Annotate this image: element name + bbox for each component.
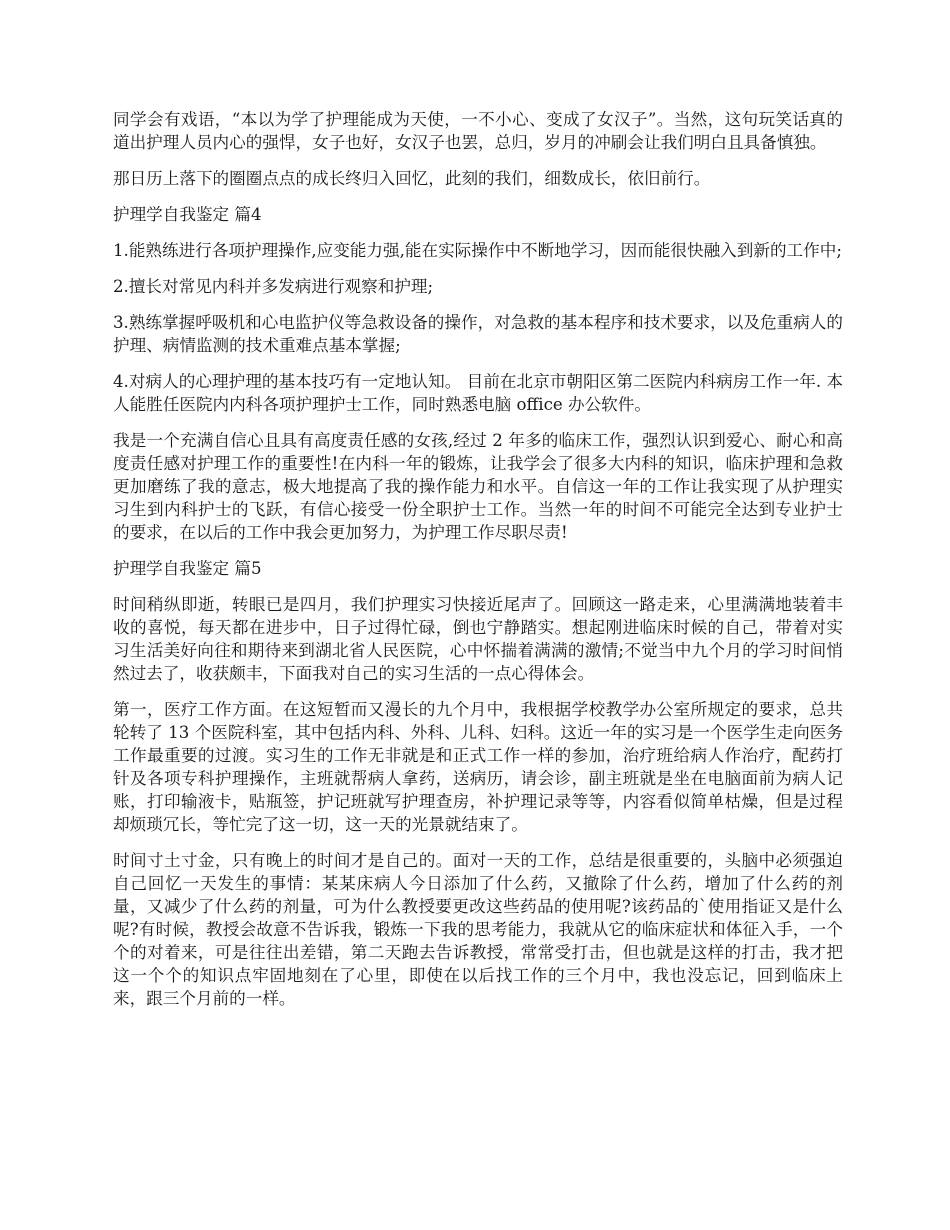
paragraph-self-description: 我是一个充满自信心且具有高度责任感的女孩,经过 2 年多的临床工作，强烈认识到爱心、耐心和高度责任感对护理工作的重要性!在内科一年的锻炼，让我学会了很多大内科的知识，临床护理和急救更加磨练了我的意志，极大地提高了我的操作能力和水平。自信这一年的工作让我实现了从护理实习生到内科护士的飞跃，有信心接受一份全职护士工作。当然一年的时间不可能完全达到专业护士的要求，在以后的工作中我会更加努力，为护理工作尽职尽责!	[113, 431, 843, 542]
list-item-2: 2.擅长对常见内科并多发病进行观察和护理;	[113, 277, 434, 296]
paragraph-internship-intro: 时间稍纵即逝，转眼已是四月，我们护理实习快接近尾声了。回顾这一路走来，心里满满地装着丰收的喜悦，每天都在进步中，日子过得忙碌，倒也宁静踏实。想起刚进临床时候的自己，带着对实习生活美好向往和期待来到湖北省人民医院，心中怀揣着满满的激情;不觉当中九个月的学习时间悄然过去了，收获颇丰，下面我对自己的实习生活的一点心得体会。	[113, 595, 843, 683]
paragraph-time-summary: 时间寸土寸金，只有晚上的时间才是自己的。面对一天的工作，总结是很重要的，头脑中必须强迫自己回忆一天发生的事情：某某床病人今日添加了什么药，又撤除了什么药，增加了什么药的剂量，又减少了什么药的剂量，可为什么教授要更改这些药品的使用呢?该药品的`使用指证又是什么呢?有时候，教授会故意不告诉我，锻炼一下我的思考能力，我就从它的临床症状和体征入手，一个个的对着来，可是往往出差错，第二天跑去告诉教授，常常受打击，但也就是这样的打击，我才把这一个个的知识点牢固地刻在了心里，即使在以后找工作的三个月中，我也没忘记，回到临床上来，跟三个月前的一样。	[113, 851, 843, 1008]
list-item-4: 4.对病人的心理护理的基本技巧有一定地认知。 目前在北京市朝阳区第二医院内科病房工作一年. 本人能胜任医院内内科各项护理护士工作，同时熟悉电脑 office 办公软件。	[113, 372, 843, 414]
paragraph-medical-work: 第一，医疗工作方面。在这短暂而又漫长的九个月中，我根据学校教学办公室所规定的要求，总共轮转了 13 个医院科室，其中包括内科、外科、儿科、妇科。这近一年的实习是一个医学生走向医务工作最重要的过渡。实习生的工作无非就是和正式工作一样的参加，治疗班给病人作治疗，配药打针及各项专科护理操作，主班就帮病人拿药，送病历，请会诊，副主班就是坐在电脑面前为病人记账，打印输液卡，贴瓶签，护记班就写护理查房，补护理记录等等，内容看似简单枯燥，但是过程却烦琐冗长，等忙完了这一切，这一天的光景就结束了。	[113, 700, 843, 834]
section-heading-4: 护理学自我鉴定 篇4	[113, 205, 262, 224]
document-body	[113, 108, 843, 1023]
paragraph-intro-quote: 同学会有戏语，“本以为学了护理能成为天使，一不小心、变成了女汉子”。当然，这句玩笑话真的道出护理人员内心的强悍，女子也好，女汉子也罢，总归，岁月的冲刷会让我们明白且具备慎独。	[113, 110, 843, 152]
list-item-1: 1.能熟练进行各项护理操作,应变能力强,能在实际操作中不断地学习，因而能很快融入到新的工作中;	[113, 241, 842, 260]
paragraph-growth: 那日历上落下的圈圈点点的成长终归入回忆，此刻的我们，细数成长，依旧前行。	[113, 169, 711, 188]
section-heading-5: 护理学自我鉴定 篇5	[113, 559, 262, 578]
list-item-3: 3.熟练掌握呼吸机和心电监护仪等急救设备的操作，对急救的基本程序和技术要求，以及危重病人的护理、病情监测的技术重难点基本掌握;	[113, 313, 843, 355]
